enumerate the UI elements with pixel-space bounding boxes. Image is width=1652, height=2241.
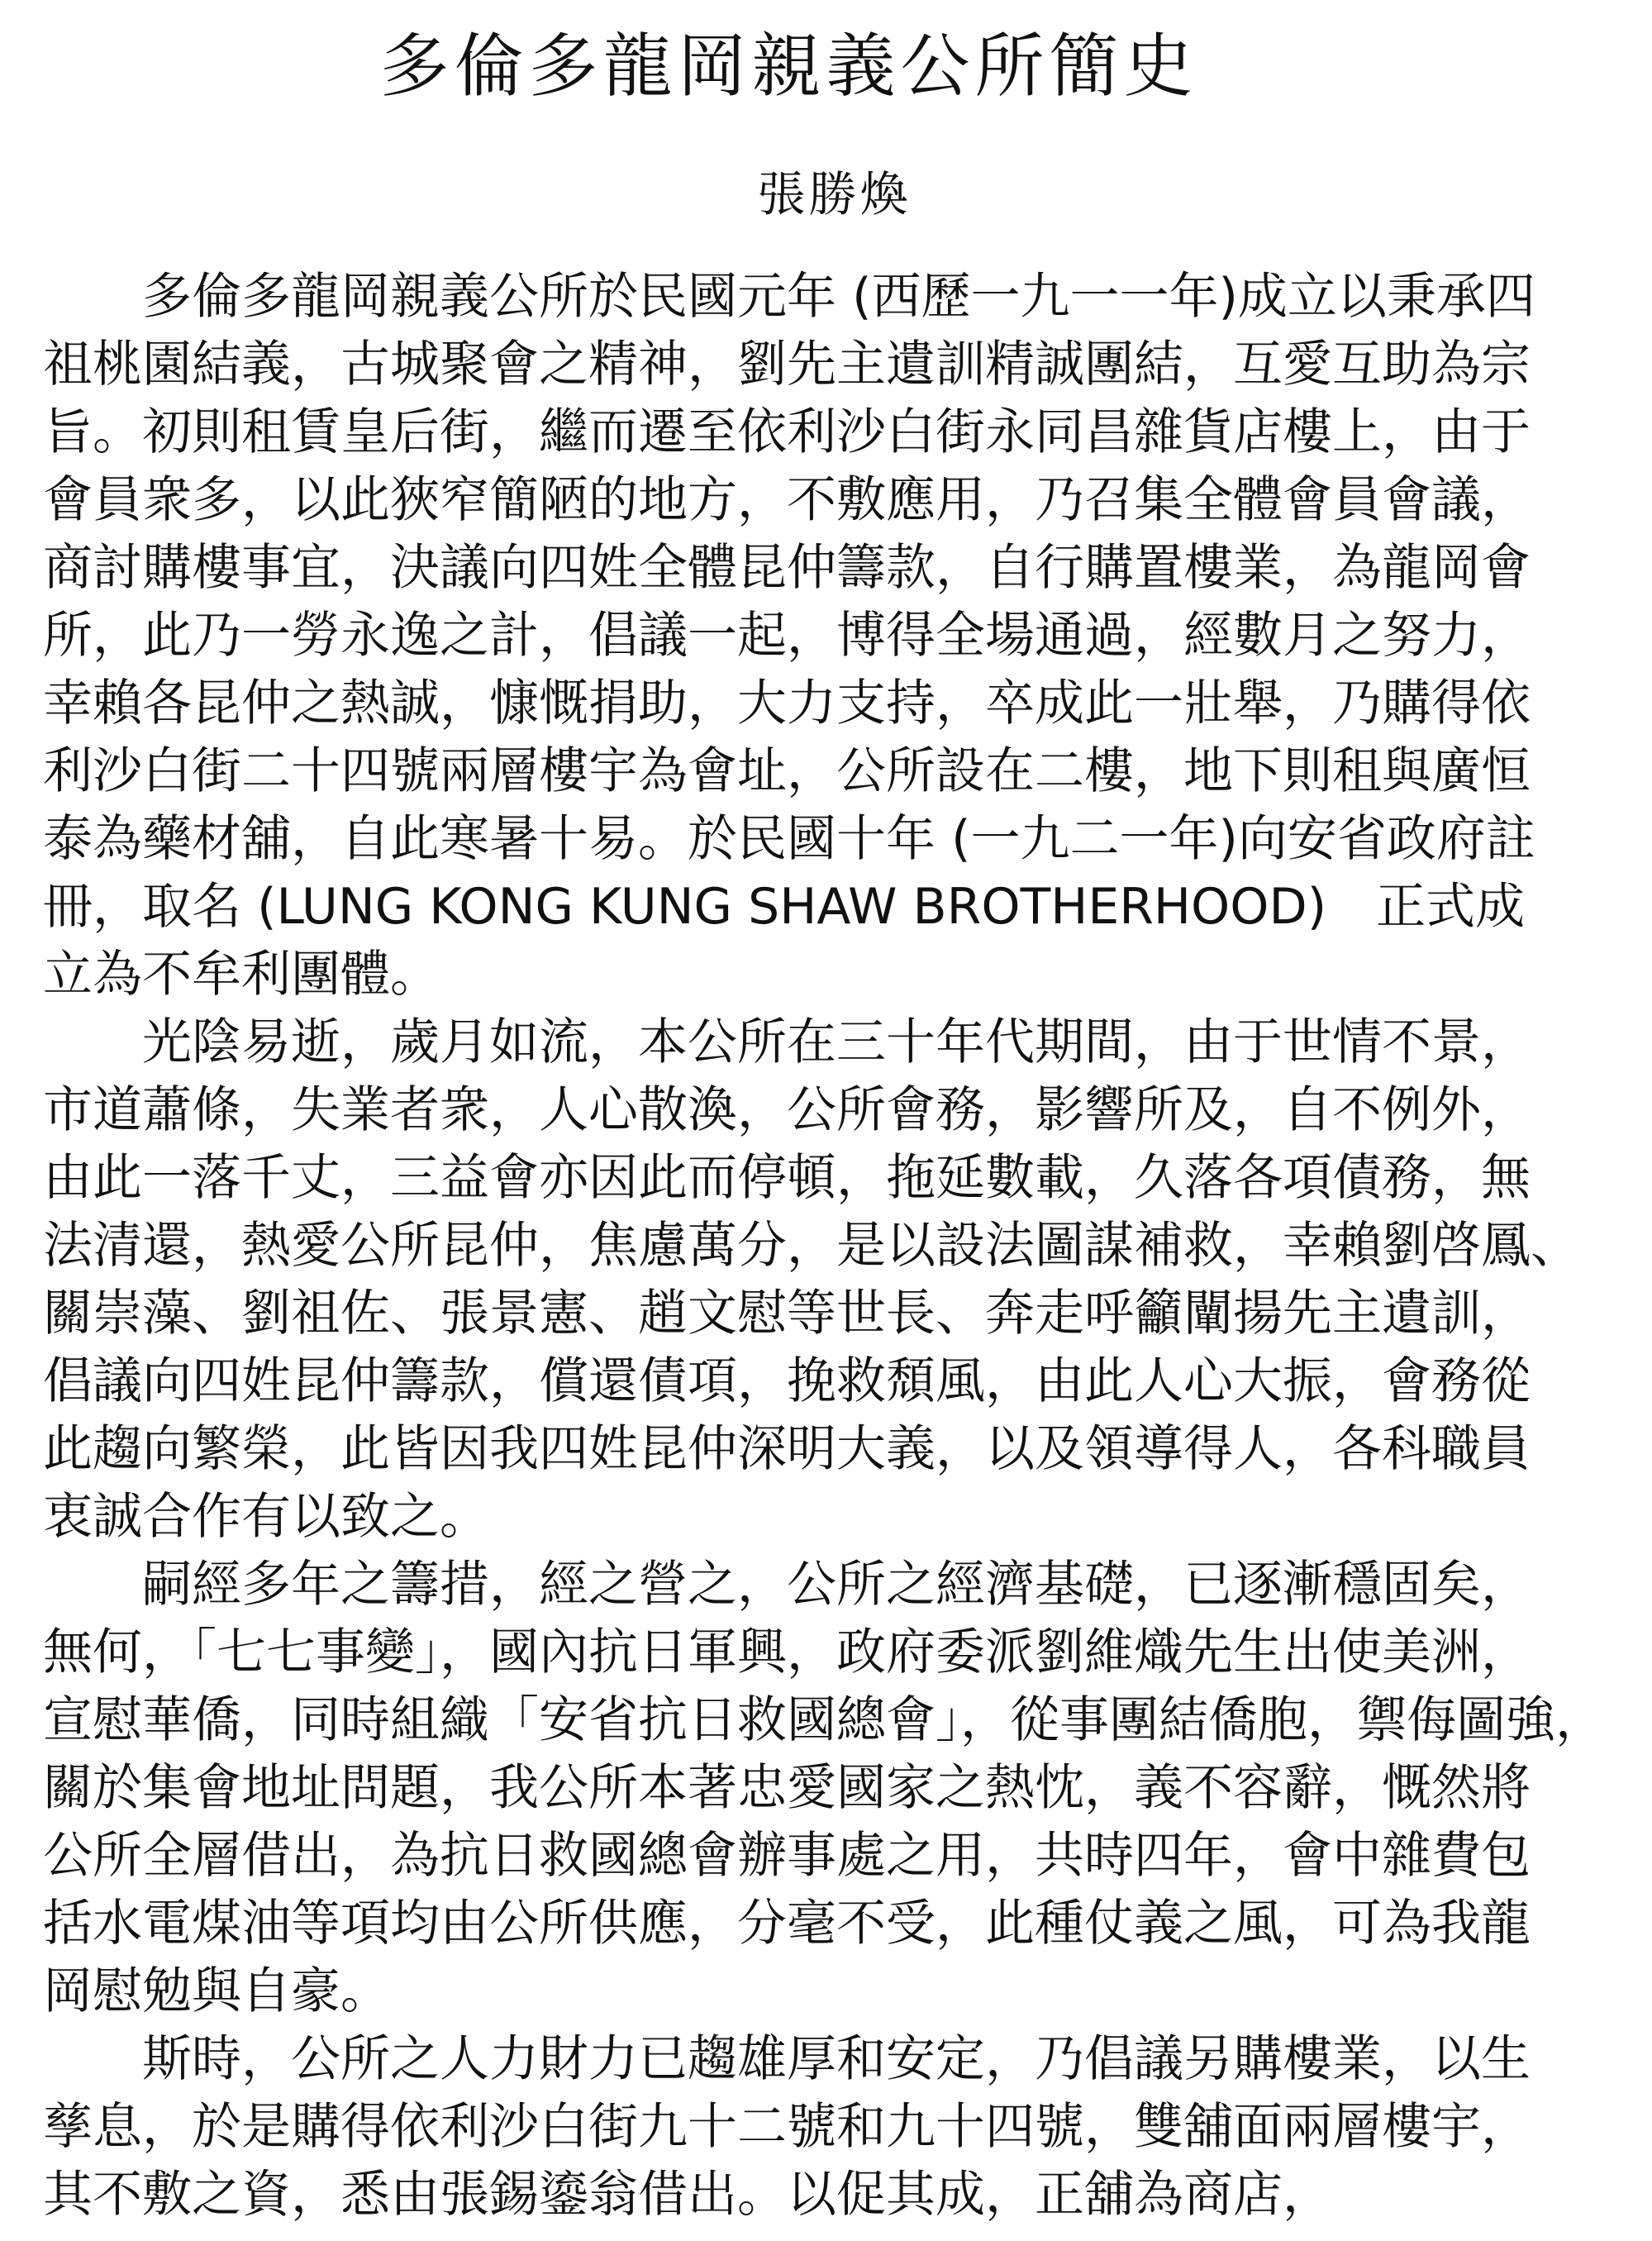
document-title: 多倫多龍岡親義公所簡史 [379,26,1198,107]
text-line: 關崇藻、劉祖佐、張景憲、趙文慰等世長、奔走呼籲闡揚先主遺訓， [43,1285,1531,1342]
text-line: 公所全層借出，為抗日救國總會辦事處之用，共時四年，會中雜費包 [43,1827,1531,1885]
text-line: 多倫多龍岡親義公所於民國元年 (西歷一九一一年)成立以秉承四 [142,268,1535,326]
text-line: 斯時，公所之人力財力已趨雄厚和安定，乃倡議另購樓業，以生 [142,2030,1531,2088]
text-line: 會員衆多，以此狹窄簡陋的地方，不敷應用，乃召集全體會員會議， [43,471,1531,529]
text-line: 嗣經多年之籌措，經之營之，公所之經濟基礎，已逐漸穩固矣， [142,1556,1531,1614]
text-line: 冊，取名 (LUNG KONG KUNG SHAW BROTHERHOOD) 正式成 [43,878,1526,936]
text-line: 宣慰華僑，同時組織「安省抗日救國總會」，從事團結僑胞，禦侮圖強， [43,1691,1605,1749]
text-line: 商討購樓事宜，決議向四姓全體昆仲籌款，自行購置樓業，為龍岡會 [43,539,1531,597]
text-line: 光陰易逝，歲月如流，本公所在三十年代期間，由于世情不景， [142,1013,1531,1071]
text-line: 旨。初則租賃皇后街，繼而遷至依利沙白街永同昌雜貨店樓上，由于 [43,403,1531,461]
text-line: 倡議向四姓昆仲籌款，償還債項，挽救頹風，由此人心大振，會務從 [43,1352,1531,1410]
text-line: 此趨向繁榮，此皆因我四姓昆仲深明大義，以及領導得人，各科職員 [43,1420,1531,1478]
text-line: 其不敷之資，悉由張錫鎏翁借出。以促其成，正舖為商店， [43,2166,1332,2224]
text-line: 岡慰勉與自豪。 [43,1962,390,2020]
text-line: 祖桃園結義，古城聚會之精神，劉先主遺訓精誠團結，互愛互助為宗 [43,336,1531,393]
text-line: 泰為藥材舖，自此寒暑十易。於民國十年 (一九二一年)向安省政府註 [43,810,1535,868]
text-line: 孳息，於是購得依利沙白街九十二號和九十四號，雙舖面兩層樓宇， [43,2098,1531,2156]
text-line: 關於集會地址問題，我公所本著忠愛國家之熱忱，義不容辭，慨然將 [43,1759,1531,1817]
article-body [43,263,1613,2229]
text-line: 利沙白街二十四號兩層樓宇為會址，公所設在二樓，地下則租與廣恒 [43,742,1531,800]
text-line: 法清還，熱愛公所昆仲，焦慮萬分，是以設法圖謀補救，幸賴劉啓鳳、 [43,1217,1580,1275]
text-line: 括水電煤油等項均由公所供應，分毫不受，此種仗義之風，可為我龍 [43,1895,1531,1953]
text-line: 市道蕭條，失業者衆，人心散渙，公所會務，影響所及，自不例外， [43,1081,1531,1139]
text-line: 由此一落千丈，三益會亦因此而停頓，拖延數載，久落各項債務，無 [43,1149,1531,1207]
text-line: 無何，「七七事變」，國內抗日軍興，政府委派劉維熾先生出使美洲， [43,1624,1531,1681]
author-name: 張勝煥 [757,166,912,222]
text-line: 立為不牟利團體。 [43,946,440,1004]
text-line: 衷誠合作有以致之。 [43,1488,489,1546]
text-line: 所，此乃一勞永逸之計，倡議一起，博得全場通過，經數月之努力， [43,607,1531,665]
text-line: 幸賴各昆仲之熱誠，慷慨捐助，大力支持，卒成此一壯舉，乃購得依 [43,675,1531,732]
